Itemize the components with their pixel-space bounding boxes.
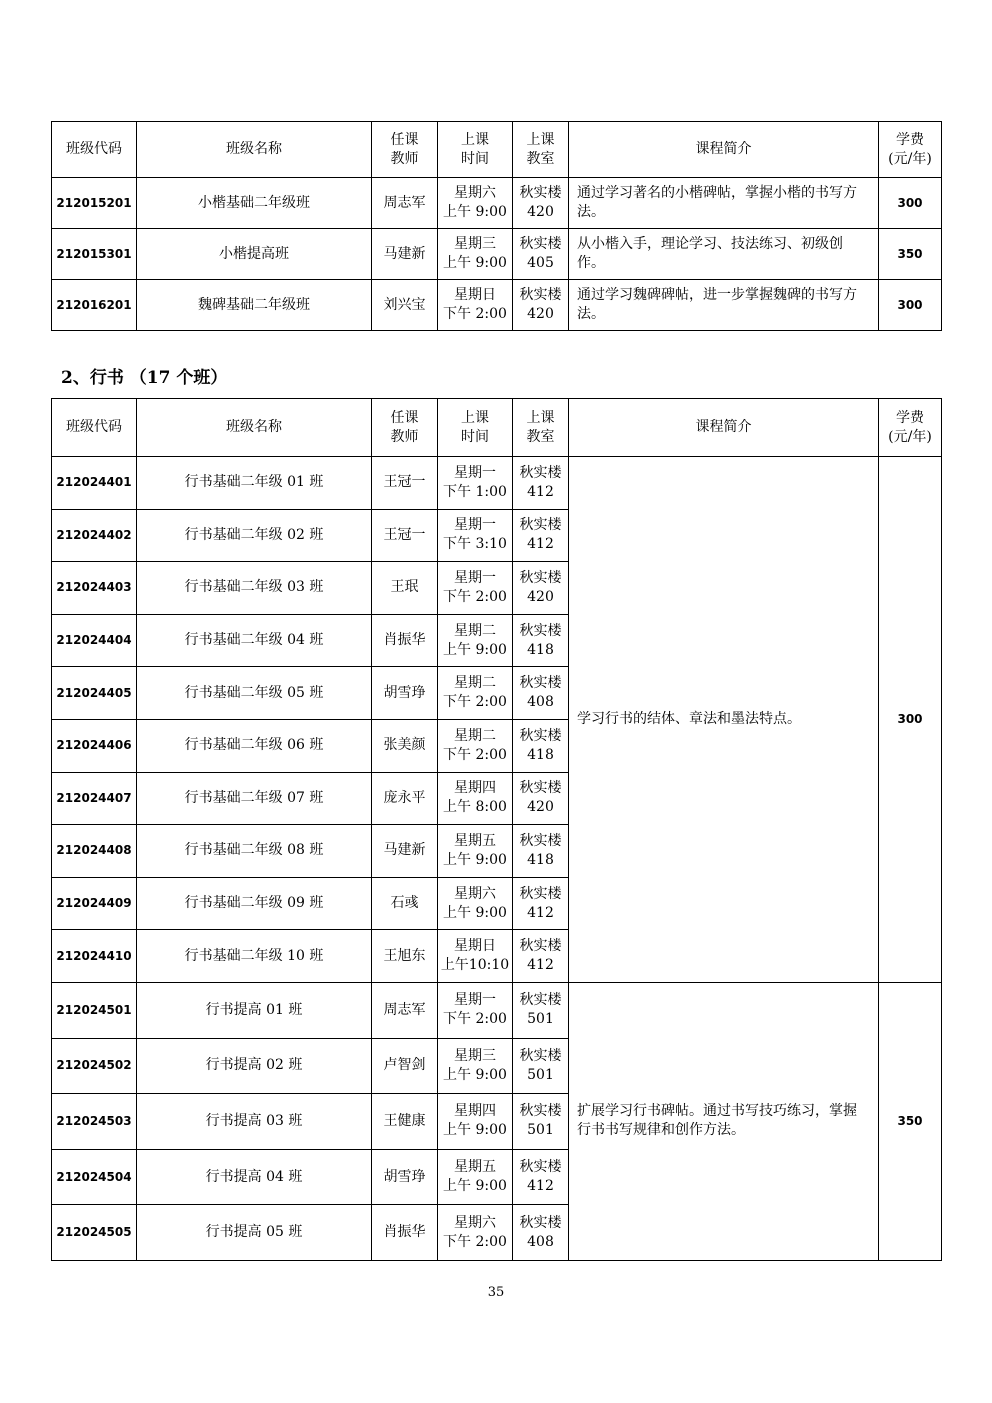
class-code: 212016201: [52, 280, 137, 331]
class-time: 星期六 上午 9:00: [438, 877, 513, 930]
teacher: 周志军: [372, 982, 438, 1038]
class-code: 212024402: [52, 509, 137, 562]
teacher: 王健康: [372, 1094, 438, 1150]
class-name: 魏碑基础二年级班: [137, 280, 372, 331]
class-time: 星期四 上午 8:00: [438, 772, 513, 825]
class-code: 212024410: [52, 930, 137, 983]
table-row: [52, 280, 942, 331]
classroom: 秋实楼 412: [513, 1149, 569, 1205]
class-name: 小楷基础二年级班: [137, 178, 372, 229]
class-time: 星期六 上午 9:00: [438, 178, 513, 229]
class-time: 星期四 上午 9:00: [438, 1094, 513, 1150]
teacher: 马建新: [372, 825, 438, 878]
class-time: 星期二 下午 2:00: [438, 719, 513, 772]
classroom: 秋实楼 412: [513, 457, 569, 510]
class-code: 212024503: [52, 1094, 137, 1150]
header-code: 班级代码: [52, 399, 137, 457]
classroom: 秋实楼 420: [513, 280, 569, 331]
classroom: 秋实楼 418: [513, 825, 569, 878]
teacher: 张美颜: [372, 719, 438, 772]
teacher: 胡雪琤: [372, 667, 438, 720]
teacher: 王珉: [372, 562, 438, 615]
header-time: 上课 时间: [438, 122, 513, 178]
class-name: 行书提高 02 班: [137, 1038, 372, 1094]
header-time: 上课 时间: [438, 399, 513, 457]
class-code: 212024408: [52, 825, 137, 878]
fee: 300: [879, 178, 942, 229]
teacher: 周志军: [372, 178, 438, 229]
teacher: 马建新: [372, 229, 438, 280]
course-desc: 扩展学习行书碑帖。通过书写技巧练习，掌握行书书写规律和创作方法。: [569, 982, 879, 1260]
class-code: 212024409: [52, 877, 137, 930]
table-small-script: [51, 121, 942, 331]
classroom: 秋实楼 408: [513, 1205, 569, 1261]
header-teacher: 任课 教师: [372, 122, 438, 178]
classroom: 秋实楼 420: [513, 562, 569, 615]
class-name: 行书基础二年级 01 班: [137, 457, 372, 510]
class-time: 星期日 下午 2:00: [438, 280, 513, 331]
class-code: 212024504: [52, 1149, 137, 1205]
class-name: 行书提高 05 班: [137, 1205, 372, 1261]
class-code: 212015301: [52, 229, 137, 280]
teacher: 卢智剑: [372, 1038, 438, 1094]
header-code: 班级代码: [52, 122, 137, 178]
class-time: 星期五 上午 9:00: [438, 1149, 513, 1205]
class-code: 212024404: [52, 614, 137, 667]
class-time: 星期六 下午 2:00: [438, 1205, 513, 1261]
table-header-row: [52, 399, 942, 457]
teacher: 胡雪琤: [372, 1149, 438, 1205]
classroom: 秋实楼 412: [513, 930, 569, 983]
header-room: 上课 教室: [513, 122, 569, 178]
table-row: [52, 982, 942, 1038]
fee: 350: [879, 229, 942, 280]
classroom: 秋实楼 418: [513, 614, 569, 667]
group-advanced: [52, 982, 942, 1260]
course-desc: 通过学习著名的小楷碑帖，掌握小楷的书写方法。: [569, 178, 879, 229]
fee: 350: [879, 982, 942, 1260]
class-code: 212015201: [52, 178, 137, 229]
classroom: 秋实楼 412: [513, 509, 569, 562]
course-desc: 通过学习魏碑碑帖，进一步掌握魏碑的书写方法。: [569, 280, 879, 331]
header-teacher: 任课 教师: [372, 399, 438, 457]
table-row: [52, 457, 942, 510]
class-time: 星期日 上午10:10: [438, 930, 513, 983]
table-header-row: [52, 122, 942, 178]
teacher: 肖振华: [372, 614, 438, 667]
class-time: 星期二 下午 2:00: [438, 667, 513, 720]
teacher: 王冠一: [372, 457, 438, 510]
class-time: 星期一 下午 2:00: [438, 562, 513, 615]
page-number: 35: [487, 1285, 505, 1300]
header-desc: 课程简介: [569, 399, 879, 457]
classroom: 秋实楼 420: [513, 772, 569, 825]
classroom: 秋实楼 418: [513, 719, 569, 772]
class-code: 212024505: [52, 1205, 137, 1261]
header-fee: 学费 (元/年): [879, 122, 942, 178]
table-row: [52, 229, 942, 280]
classroom: 秋实楼 501: [513, 1038, 569, 1094]
class-name: 行书基础二年级 07 班: [137, 772, 372, 825]
teacher: 庞永平: [372, 772, 438, 825]
classroom: 秋实楼 408: [513, 667, 569, 720]
classroom: 秋实楼 412: [513, 877, 569, 930]
class-time: 星期一 下午 2:00: [438, 982, 513, 1038]
classroom: 秋实楼 420: [513, 178, 569, 229]
teacher: 王冠一: [372, 509, 438, 562]
table-running-script: [51, 398, 942, 1261]
fee: 300: [879, 457, 942, 983]
class-code: 212024403: [52, 562, 137, 615]
class-code: 212024401: [52, 457, 137, 510]
class-name: 行书基础二年级 10 班: [137, 930, 372, 983]
class-code: 212024407: [52, 772, 137, 825]
class-time: 星期五 上午 9:00: [438, 825, 513, 878]
class-name: 行书基础二年级 08 班: [137, 825, 372, 878]
classroom: 秋实楼 501: [513, 982, 569, 1038]
class-name: 行书提高 04 班: [137, 1149, 372, 1205]
section-title: 2、行书 （17 个班）: [61, 368, 228, 388]
classroom: 秋实楼 405: [513, 229, 569, 280]
header-name: 班级名称: [137, 399, 372, 457]
class-name: 行书基础二年级 03 班: [137, 562, 372, 615]
header-fee: 学费 (元/年): [879, 399, 942, 457]
header-name: 班级名称: [137, 122, 372, 178]
classroom: 秋实楼 501: [513, 1094, 569, 1150]
class-code: 212024501: [52, 982, 137, 1038]
class-code: 212024406: [52, 719, 137, 772]
class-name: 行书提高 01 班: [137, 982, 372, 1038]
class-time: 星期三 上午 9:00: [438, 229, 513, 280]
class-name: 行书基础二年级 06 班: [137, 719, 372, 772]
teacher: 王旭东: [372, 930, 438, 983]
header-desc: 课程简介: [569, 122, 879, 178]
class-name: 小楷提高班: [137, 229, 372, 280]
class-code: 212024502: [52, 1038, 137, 1094]
class-time: 星期二 上午 9:00: [438, 614, 513, 667]
fee: 300: [879, 280, 942, 331]
class-name: 行书提高 03 班: [137, 1094, 372, 1150]
group-basic: [52, 457, 942, 983]
teacher: 肖振华: [372, 1205, 438, 1261]
class-time: 星期一 下午 3:10: [438, 509, 513, 562]
class-code: 212024405: [52, 667, 137, 720]
teacher: 石彧: [372, 877, 438, 930]
table-row: [52, 178, 942, 229]
class-time: 星期一 下午 1:00: [438, 457, 513, 510]
class-name: 行书基础二年级 05 班: [137, 667, 372, 720]
class-name: 行书基础二年级 02 班: [137, 509, 372, 562]
header-room: 上课 教室: [513, 399, 569, 457]
class-time: 星期三 上午 9:00: [438, 1038, 513, 1094]
class-name: 行书基础二年级 09 班: [137, 877, 372, 930]
course-desc: 从小楷入手，理论学习、技法练习、初级创作。: [569, 229, 879, 280]
class-name: 行书基础二年级 04 班: [137, 614, 372, 667]
teacher: 刘兴宝: [372, 280, 438, 331]
course-desc: 学习行书的结体、章法和墨法特点。: [569, 457, 879, 983]
